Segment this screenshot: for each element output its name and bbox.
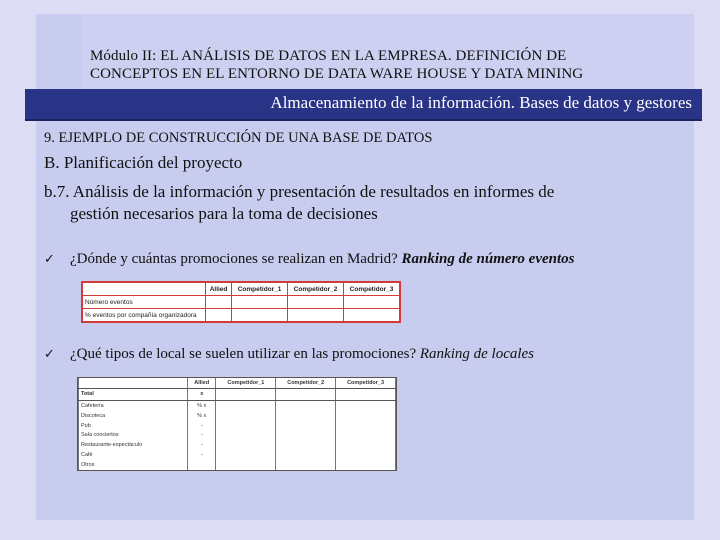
table-row bbox=[79, 421, 396, 431]
table-cell bbox=[188, 460, 216, 470]
row-label: % eventos por compañía organizadora bbox=[83, 309, 206, 322]
question-1-text: ¿Dónde y cuántas promociones se realizan en Madrid? bbox=[70, 251, 402, 267]
table-cell: - bbox=[188, 421, 216, 431]
table-row bbox=[79, 411, 396, 421]
checkmark-icon: ✓ bbox=[44, 252, 55, 267]
table-cell bbox=[276, 421, 336, 431]
table-row bbox=[79, 460, 396, 470]
table-cell: % x bbox=[188, 400, 216, 411]
table-cell bbox=[276, 431, 336, 441]
row-label: Discoteca bbox=[79, 411, 188, 421]
column-header: Competidor_2 bbox=[276, 378, 336, 389]
table-cell bbox=[336, 389, 396, 401]
table-cell bbox=[276, 450, 336, 460]
table-cell: - bbox=[188, 431, 216, 441]
title-band bbox=[25, 89, 702, 119]
table-header-row bbox=[79, 378, 396, 389]
table-cell bbox=[336, 450, 396, 460]
table-total-row bbox=[79, 389, 396, 401]
analysis-line2: gestión necesarios para la toma de decisiones bbox=[70, 204, 378, 223]
table-cell bbox=[336, 421, 396, 431]
table-cell bbox=[336, 400, 396, 411]
row-label: Café bbox=[79, 450, 188, 460]
plan-heading: B. Planificación del proyecto bbox=[44, 153, 243, 172]
table-cell bbox=[216, 389, 276, 401]
table-cell bbox=[336, 431, 396, 441]
analysis-text bbox=[44, 181, 664, 225]
events-table bbox=[81, 281, 401, 323]
table-cell bbox=[216, 440, 276, 450]
table-row bbox=[79, 450, 396, 460]
table-cell bbox=[232, 309, 288, 322]
column-header: Competidor_1 bbox=[216, 378, 276, 389]
table-cell bbox=[216, 460, 276, 470]
table-corner-cell bbox=[79, 378, 188, 389]
column-header: Competidor_2 bbox=[288, 283, 344, 296]
table-cell bbox=[232, 296, 288, 309]
table-row bbox=[83, 296, 400, 309]
question-2 bbox=[44, 346, 534, 363]
column-header: Competidor_3 bbox=[344, 283, 400, 296]
table-cell bbox=[216, 400, 276, 411]
table-cell: % x bbox=[188, 411, 216, 421]
table-cell bbox=[276, 400, 336, 411]
module-title-line1: Módulo II: EL ANÁLISIS DE DATOS EN LA EMPRESA. DEFINICIÓN DE bbox=[90, 48, 567, 64]
table-cell bbox=[336, 411, 396, 421]
question-2-text: ¿Qué tipos de local se suelen utilizar en las promociones? bbox=[70, 346, 420, 362]
row-label: Cafetería bbox=[79, 400, 188, 411]
table-cell bbox=[336, 460, 396, 470]
table-cell bbox=[276, 440, 336, 450]
table-cell bbox=[276, 389, 336, 401]
table-cell bbox=[276, 460, 336, 470]
table-cell bbox=[336, 440, 396, 450]
module-title bbox=[90, 47, 690, 83]
column-header: Allied bbox=[206, 283, 232, 296]
row-label: Pub bbox=[79, 421, 188, 431]
column-header: Competidor_1 bbox=[232, 283, 288, 296]
table-cell bbox=[216, 450, 276, 460]
table-header-row bbox=[83, 283, 400, 296]
table-cell: x bbox=[188, 389, 216, 401]
band-title: Almacenamiento de la información. Bases de datos y gestores bbox=[270, 93, 692, 112]
row-label: Otros bbox=[79, 460, 188, 470]
table-row bbox=[83, 309, 400, 322]
section-heading: 9. EJEMPLO DE CONSTRUCCIÓN DE UNA BASE DE DATOS bbox=[44, 130, 433, 146]
table-cell bbox=[206, 309, 232, 322]
question-1 bbox=[44, 251, 574, 268]
question-2-emphasis: Ranking de locales bbox=[419, 346, 535, 362]
table-row bbox=[79, 431, 396, 441]
row-label: Número eventos bbox=[83, 296, 206, 309]
table-cell bbox=[288, 309, 344, 322]
table-cell bbox=[344, 296, 400, 309]
table-cell bbox=[216, 411, 276, 421]
row-label: Total bbox=[79, 389, 188, 401]
row-label: Sala conciertos bbox=[79, 431, 188, 441]
table-cell bbox=[276, 411, 336, 421]
table-row bbox=[79, 440, 396, 450]
checkmark-icon: ✓ bbox=[44, 347, 55, 362]
table-cell bbox=[216, 421, 276, 431]
column-header: Competidor_3 bbox=[336, 378, 396, 389]
table-row bbox=[79, 400, 396, 411]
row-label: Restaurante-espectáculo bbox=[79, 440, 188, 450]
table-cell: - bbox=[188, 450, 216, 460]
question-1-emphasis: Ranking de número eventos bbox=[401, 251, 575, 267]
table-cell: - bbox=[188, 440, 216, 450]
venues-table bbox=[77, 377, 397, 471]
table-corner-cell bbox=[83, 283, 206, 296]
table-cell bbox=[206, 296, 232, 309]
column-header: Allied bbox=[188, 378, 216, 389]
table-cell bbox=[288, 296, 344, 309]
table-cell bbox=[216, 431, 276, 441]
table-cell bbox=[344, 309, 400, 322]
analysis-line1: b.7. Análisis de la información y presentación de resultados en informes de bbox=[44, 182, 555, 201]
module-title-line2: CONCEPTOS EN EL ENTORNO DE DATA WARE HOUSE Y DATA MINING bbox=[90, 66, 584, 82]
